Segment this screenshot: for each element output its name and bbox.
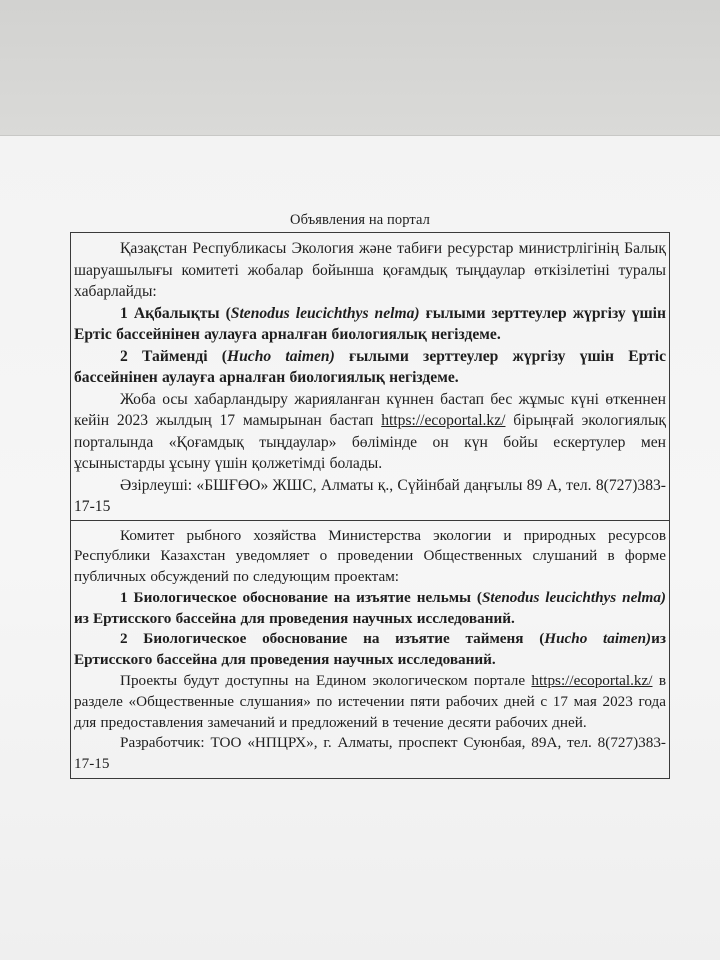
russian-section <box>71 521 669 779</box>
wall-background <box>0 0 720 140</box>
kz-ecoportal-link[interactable]: https://ecoportal.kz/ <box>381 412 506 429</box>
ru-availability <box>74 671 666 733</box>
ru-project-2 <box>74 629 666 671</box>
ru-project-2-text: 2 Биологическое обоснование на изъятие тайменя ( <box>120 630 545 648</box>
ru-project-2-species: Hucho taimen) <box>544 630 652 648</box>
ru-ecoportal-link[interactable]: https://ecoportal.kz/ <box>531 672 653 690</box>
kz-project-2-text: 2 Тайменді ( <box>120 347 227 365</box>
kz-availability-rest: бірыңғай экологиялық порталында «Қоғамдық тыңдаулар» бөлімінде он күн бойы ескертулер мен ұсыныстарды ұсыну үшін қолжетімді болады. <box>74 412 667 472</box>
kz-project-2-species: Hucho taimen) <box>227 347 335 365</box>
announcement-box <box>70 232 670 779</box>
kz-project-1-rest: ғылыми зерттеулер жүргізу үшін Ертіс бассейнінен аулауға арналған биологиялық негіздеме. <box>74 304 666 343</box>
kz-project-1-text: 1 Ақбалықты ( <box>120 304 231 322</box>
kz-project-1 <box>74 303 666 346</box>
ru-availability-text: Проекты будут доступны на Едином экологическом портале <box>120 672 532 690</box>
ru-project-1-text: 1 Биологическое обоснование на изъятие нельмы ( <box>120 588 482 606</box>
kz-project-1-species: Stenodus leucichthys nelma) <box>230 304 420 322</box>
ru-project-2-rest: из Ертисского бассейна для проведения научных исследований. <box>74 630 666 669</box>
kz-developer: Әзірлеуші: «БШҒӨО» ЖШС, Алматы қ., Сүйінбай даңғылы 89 А, тел. 8(727)383-17-15 <box>74 476 666 515</box>
ru-project-1 <box>74 588 666 630</box>
kz-project-2-rest: ғылыми зерттеулер жүргізу үшін Ертіс бассейнінен аулауға арналған биологиялық негіздеме. <box>74 347 666 386</box>
ru-developer: Разработчик: ТОО «НПЦРХ», г. Алматы, проспект Суюнбая, 89А, тел. 8(727)383-17-15 <box>74 734 666 773</box>
ru-project-1-species: Stenodus leucichthys nelma) <box>481 588 666 606</box>
kazakh-section <box>71 233 669 521</box>
kz-project-2 <box>74 346 666 389</box>
ru-project-1-rest: из Ертисского бассейна для проведения научных исследований. <box>74 609 515 627</box>
announcement-heading: Объявления на портал <box>290 212 430 228</box>
kz-availability-text: Жоба осы хабарландыру жарияланған күннен бастап бес жұмыс күні өткеннен кейін 2023 жылдың 17 мамырынан бастап <box>74 390 666 429</box>
ru-intro: Комитет рыбного хозяйства Министерства экологии и природных ресурсов Республики Казахстан уведомляет о проведении Общественных слушаний в форме публичных обсуждений по следующим проектам: <box>74 526 666 586</box>
kz-intro: Қазақстан Республикасы Экология және табиғи ресурстар министрлігінің Балық шаруашылығы комитеті жобалар бойынша қоғамдық тыңдаулар өткізілетіні туралы хабарлайды: <box>74 240 666 300</box>
ru-availability-rest: в разделе «Общественные слушания» по истечении пяти рабочих дней с 17 мая 2023 года для предоставления замечаний и предложений в течение десяти рабочих дней. <box>74 672 666 731</box>
kz-availability <box>74 389 666 475</box>
